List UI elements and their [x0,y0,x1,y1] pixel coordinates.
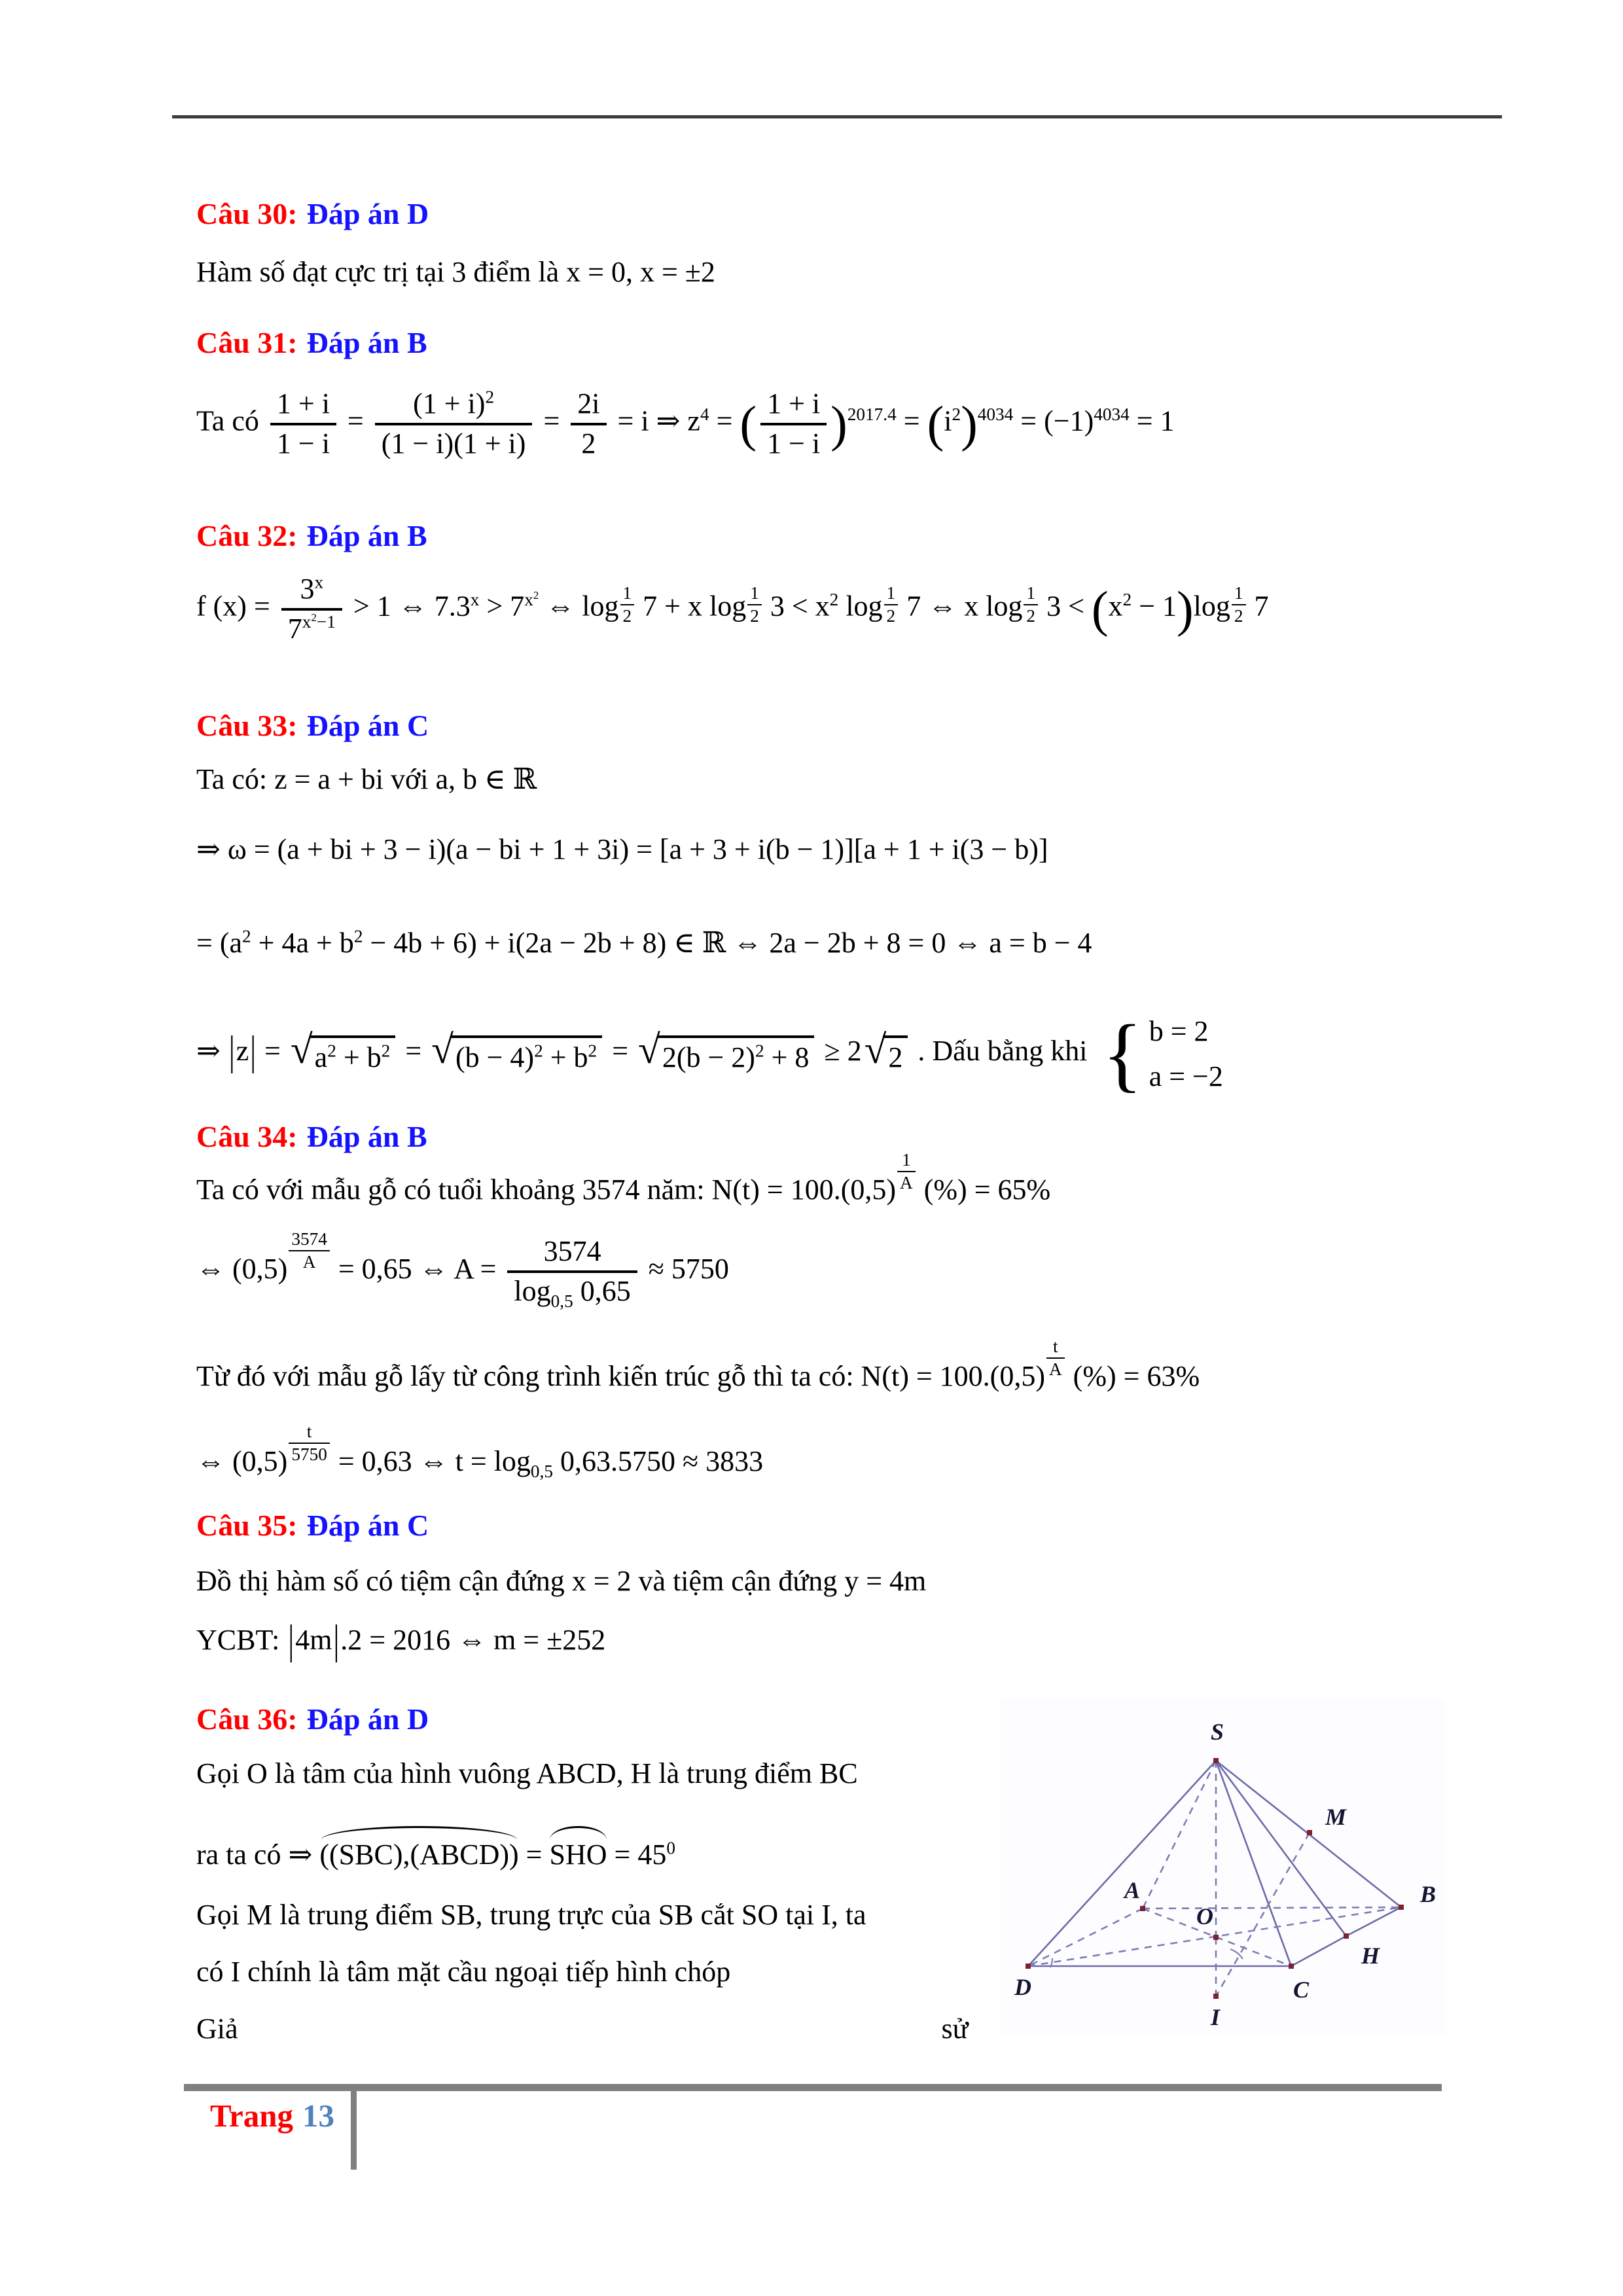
question-31-heading [196,325,427,360]
figure-point-O [1213,1935,1219,1940]
solution-line: Ta có: z = a + bi với a, b ∈ ℝ [196,763,537,795]
question-number: Câu 36: [196,1702,298,1736]
question-number: Câu 34: [196,1120,298,1153]
pyramid-figure [1000,1699,1445,2036]
solution-line: có I chính là tâm mặt cầu ngoại tiếp hình chóp [196,1956,731,1988]
figure-label-S: S [1211,1719,1224,1745]
figure-edge-SD [1028,1761,1216,1966]
page-number: 13 [302,2098,335,2134]
figure-point-I [1213,1994,1219,1999]
figure-point-M [1307,1830,1312,1835]
figure-point-C [1289,1964,1294,1969]
footer-divider [351,2084,357,2170]
figure-label-B: B [1420,1881,1436,1907]
figure-edge-HB [1346,1907,1401,1936]
solution-line: Giả sử [196,2013,969,2045]
figure-label-O: O [1196,1903,1213,1929]
solution-line: f (x) = $\frac{3^x}{7^{x^2-1}}$ > 1 ⇔ $7.3^x > 7^{x^2}$ ⇔ log $_{\frac{1}{2}}$ 7 + x log $_{\frac{1}{2}}$ $3 < x^2$ log $_{\frac{1}{2}}$ 7 ⇔ x log $_{\frac{1}{2}}$ $3 < (x^2 - 1)\log$ $_{\frac{1}{2}}$ 7 [196,572,1269,645]
page-number-footer [210,2097,334,2134]
figure-point-H [1344,1933,1349,1939]
question-number: Câu 35: [196,1509,298,1542]
figure-point-D [1026,1964,1031,1969]
question-answer: Đáp án B [306,519,427,552]
solution-line: ⇒ |z| = √ $a^2 + b^2$ = √ $(b - 4)^2 + b^2$ = √ $2(b - 2)^2 + 8$ ≥ 2 √ 2 . Dấu bằng khi { b = 2 a = −2 [196,1007,1223,1100]
figure-label-M: M [1325,1804,1347,1830]
figure-label-A: A [1124,1877,1141,1903]
solution-line: ⇔ (0,5) $^{\frac{3574}{A}}$ = 0,65 ⇔ A = $\frac{3574}{\log_{0,5} 0,65}$ ≈ 5750 [196,1229,729,1311]
question-30-heading [196,196,429,231]
question-36-heading [196,1702,429,1736]
solution-line: Gọi O là tâm của hình vuông ABCD, H là trung điểm BC [196,1757,858,1789]
question-answer: Đáp án C [306,1509,429,1542]
question-33-heading [196,708,429,743]
solution-line: ⇔ (0,5) $^{\frac{t}{5750}}$ = 0,63 ⇔ $t = \log_{0,5} 0,63.5750 \approx 3833$ [196,1422,764,1481]
figure-edge-CH [1291,1936,1346,1966]
figure-label-H: H [1361,1943,1380,1969]
figure-point-B [1399,1905,1404,1910]
figure-point-S [1213,1758,1219,1763]
figure-label-D: D [1014,1974,1031,2000]
figure-edge-MI [1216,1833,1310,1996]
figure-edge-SA [1143,1761,1216,1909]
question-32-heading [196,518,427,553]
solution-line: = $(a^2 + 4a + b^2 - 4b + 6) + i(2a - 2b + 8)$ ∈ ℝ ⇔ 2a − 2b + 8 = 0 ⇔ a = b − 4 [196,926,1092,959]
solution-line: Gọi M là trung điểm SB, trung trực của SB cắt SO tại I, ta [196,1899,866,1931]
figure-edge-AB [1143,1907,1401,1909]
figure-angle-mark [1230,1949,1243,1959]
question-35-heading [196,1508,429,1543]
solution-line: ra ta có ⇒ ((SBC),(ABCD)) = SHO = $45^0$ [196,1825,675,1873]
question-number: Câu 32: [196,519,298,552]
question-number: Câu 33: [196,709,298,742]
figure-label-C: C [1293,1977,1310,2003]
question-34-heading [196,1119,427,1154]
solution-line: YCBT: |4m|.2 = 2016 ⇔ m = ±252 [196,1616,606,1664]
question-answer: Đáp án C [306,709,429,742]
figure-label-I: I [1211,2004,1221,2030]
question-number: Câu 30: [196,197,298,230]
figure-point-A [1140,1906,1145,1911]
question-number: Câu 31: [196,326,298,359]
solution-line: ⇒ ω = (a + bi + 3 − i)(a − bi + 1 + 3i) = [a + 3 + i(b − 1)][a + 1 + i(3 − b)] [196,833,1048,865]
page-label: Trang [210,2098,294,2134]
question-answer: Đáp án D [306,197,429,230]
question-answer: Đáp án D [306,1702,429,1736]
solution-line: Ta có $\frac{1 + i}{1 - i}$ = $\frac{(1 + i)^2}{(1 - i)(1 + i)}$ = $\frac{2i}{2}$ = i ⇒ $z^4$ = ( $\frac{1 + i}{1 - i}$ )$^{2017.4} = (i^2)^{4034} = (-1)^{4034} = 1$ [196,387,1175,459]
solution-line: Hàm số đạt cực trị tại 3 điểm là x = 0, x = ±2 [196,256,715,288]
question-answer: Đáp án B [306,1120,427,1153]
solution-line: Từ đó với mẫu gỗ lấy từ công trình kiến trúc gỗ thì ta có: N(t) = 100.(0,5) $^{\frac{t}{A}}$ (%) = 63% [196,1336,1200,1393]
solution-line: Đồ thị hàm số có tiệm cận đứng x = 2 và tiệm cận đứng y = 4m [196,1565,927,1597]
footer-rule [184,2084,1442,2091]
page-top-rule [172,115,1502,118]
question-answer: Đáp án B [306,326,427,359]
solution-line: Ta có với mẫu gỗ có tuổi khoảng 3574 năm: N(t) = 100.(0,5) $^{\frac{1}{A}}$ (%) = 65% [196,1150,1051,1206]
